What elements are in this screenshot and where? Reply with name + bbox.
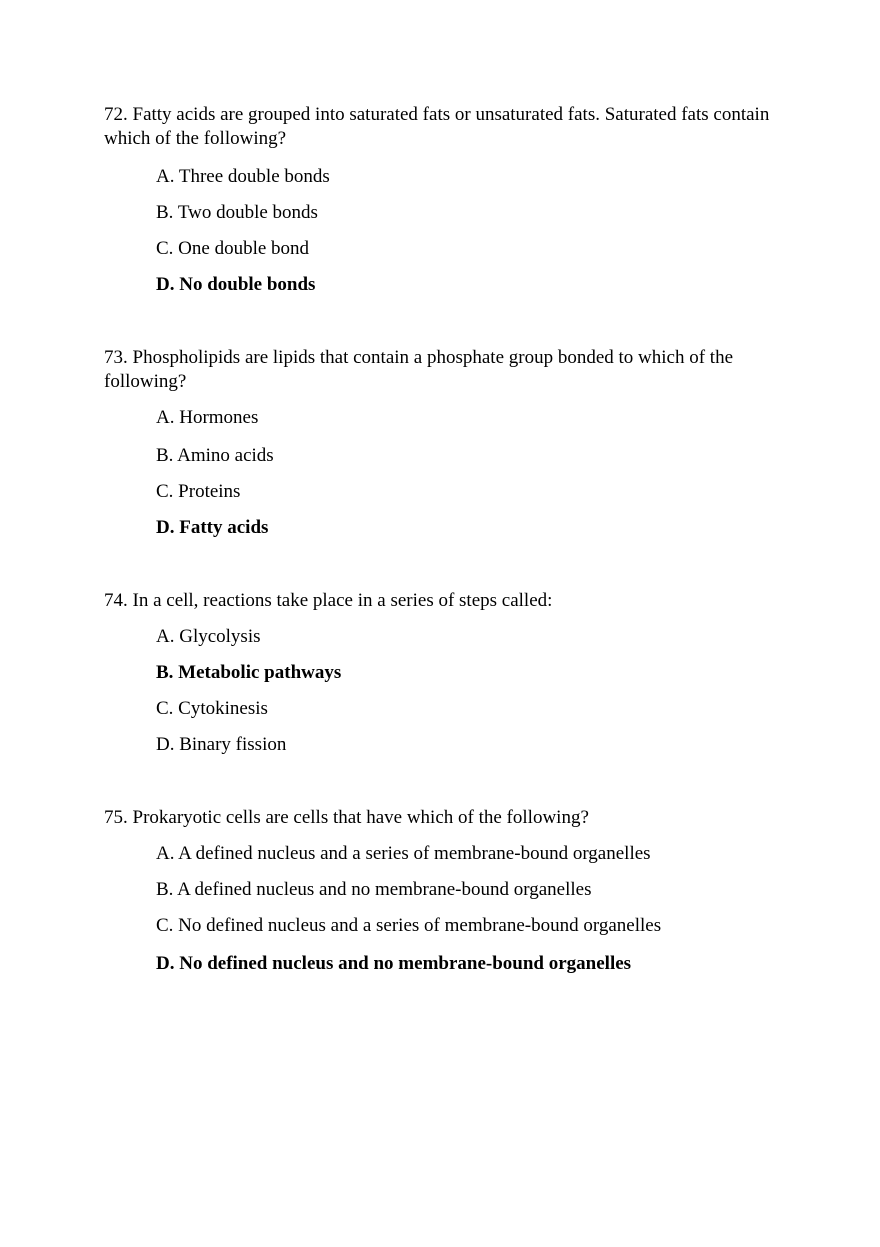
- option: B. Amino acids: [156, 445, 274, 466]
- option: D. Binary fission: [156, 734, 287, 755]
- correct-option: B. Metabolic pathways: [156, 662, 342, 683]
- correct-option: D. Fatty acids: [156, 517, 269, 538]
- option: C. No defined nucleus and a series of membrane-bound organelles: [156, 915, 662, 936]
- correct-option: D. No defined nucleus and no membrane-bound organelles: [156, 953, 632, 974]
- option: A. A defined nucleus and a series of membrane-bound organelles: [156, 843, 651, 864]
- question-74: 74. In a cell, reactions take place in a series of steps called:: [104, 590, 553, 611]
- question-72: 72. Fatty acids are grouped into saturated fats or unsaturated fats. Saturated fats contain which of the following?: [104, 104, 770, 149]
- option: B. A defined nucleus and no membrane-bound organelles: [156, 879, 592, 900]
- option: C. Proteins: [156, 481, 241, 502]
- correct-option: D. No double bonds: [156, 274, 316, 295]
- option: A. Three double bonds: [156, 166, 330, 187]
- option: C. Cytokinesis: [156, 698, 268, 719]
- option: B. Two double bonds: [156, 202, 318, 223]
- option: C. One double bond: [156, 238, 310, 259]
- question-73: 73. Phospholipids are lipids that contain a phosphate group bonded to which of the following?: [104, 347, 734, 392]
- option: A. Hormones: [156, 407, 259, 428]
- question-75: 75. Prokaryotic cells are cells that have which of the following?: [104, 807, 589, 828]
- option: A. Glycolysis: [156, 626, 261, 647]
